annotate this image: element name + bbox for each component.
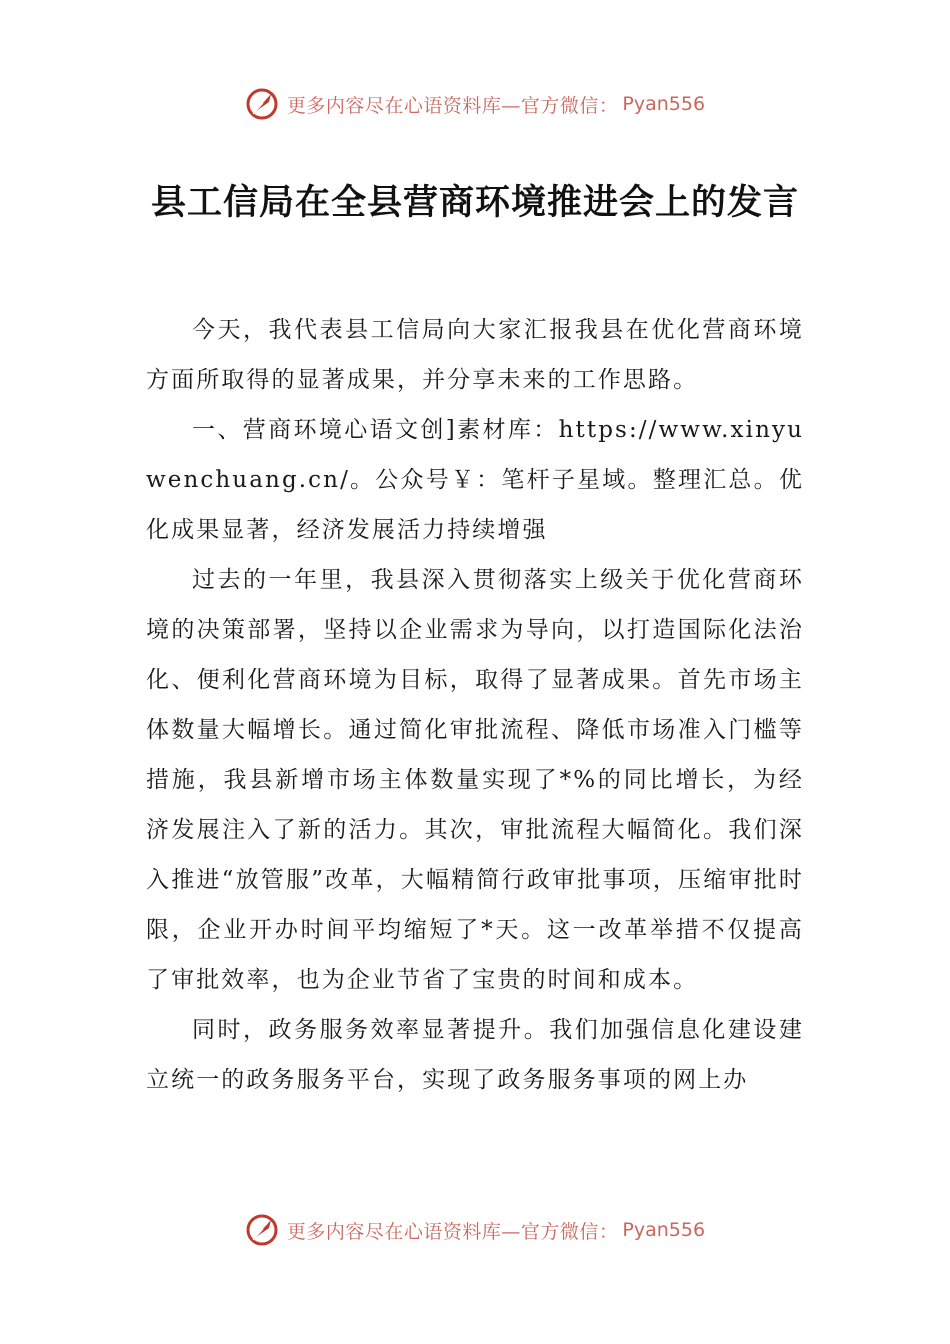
paragraph: 同时，政务服务效率显著提升。我们加强信息化建设建立统一的政务服务平台，实现了政务服务事项的网上办 [146,1017,804,1093]
footer-watermark [0,1208,950,1252]
paragraph: 今天，我代表县工信局向大家汇报我县在优化营商环境方面所取得的显著成果，并分享未来的工作思路。 [146,317,804,393]
watermark-wechat-id: Pyan556 [622,93,706,115]
document-body [146,305,804,1105]
paragraph: 过去的一年里，我县深入贯彻落实上级关于优化营商环境的决策部署，坚持以企业需求为导向，以打造国际化法治化、便利化营商环境为目标，取得了显著成果。首先市场主体数量大幅增长。通过简化审批流程、降低市场准入门槛等措施，我县新增市场主体数量实现了*%的同比增长，为经济发展注入了新的活力。其次，审批流程大幅简化。我们深入推进“放管服”改革，大幅精简行政审批事项，压缩审批时限，企业开办时间平均缩短了*天。这一改革举措不仅提高了审批效率，也为企业节省了宝贵的时间和成本。 [146,567,804,993]
document-title: 县工信局在全县营商环境推进会上的发言 [150,183,799,223]
watermark-text: 更多内容尽在心语资料库—官方微信： [286,1220,619,1243]
header-watermark [0,82,950,126]
quill-logo-icon [245,87,279,121]
quill-logo-icon [245,1213,279,1247]
watermark-text: 更多内容尽在心语资料库—官方微信： [286,94,619,117]
watermark-wechat-id: Pyan556 [622,1219,706,1241]
paragraph: 一、营商环境心语文创]素材库：https://www.xinyuwenchuang.cn/。公众号￥：笔杆子星域。整理汇总。优化成果显著，经济发展活力持续增强 [146,417,804,543]
